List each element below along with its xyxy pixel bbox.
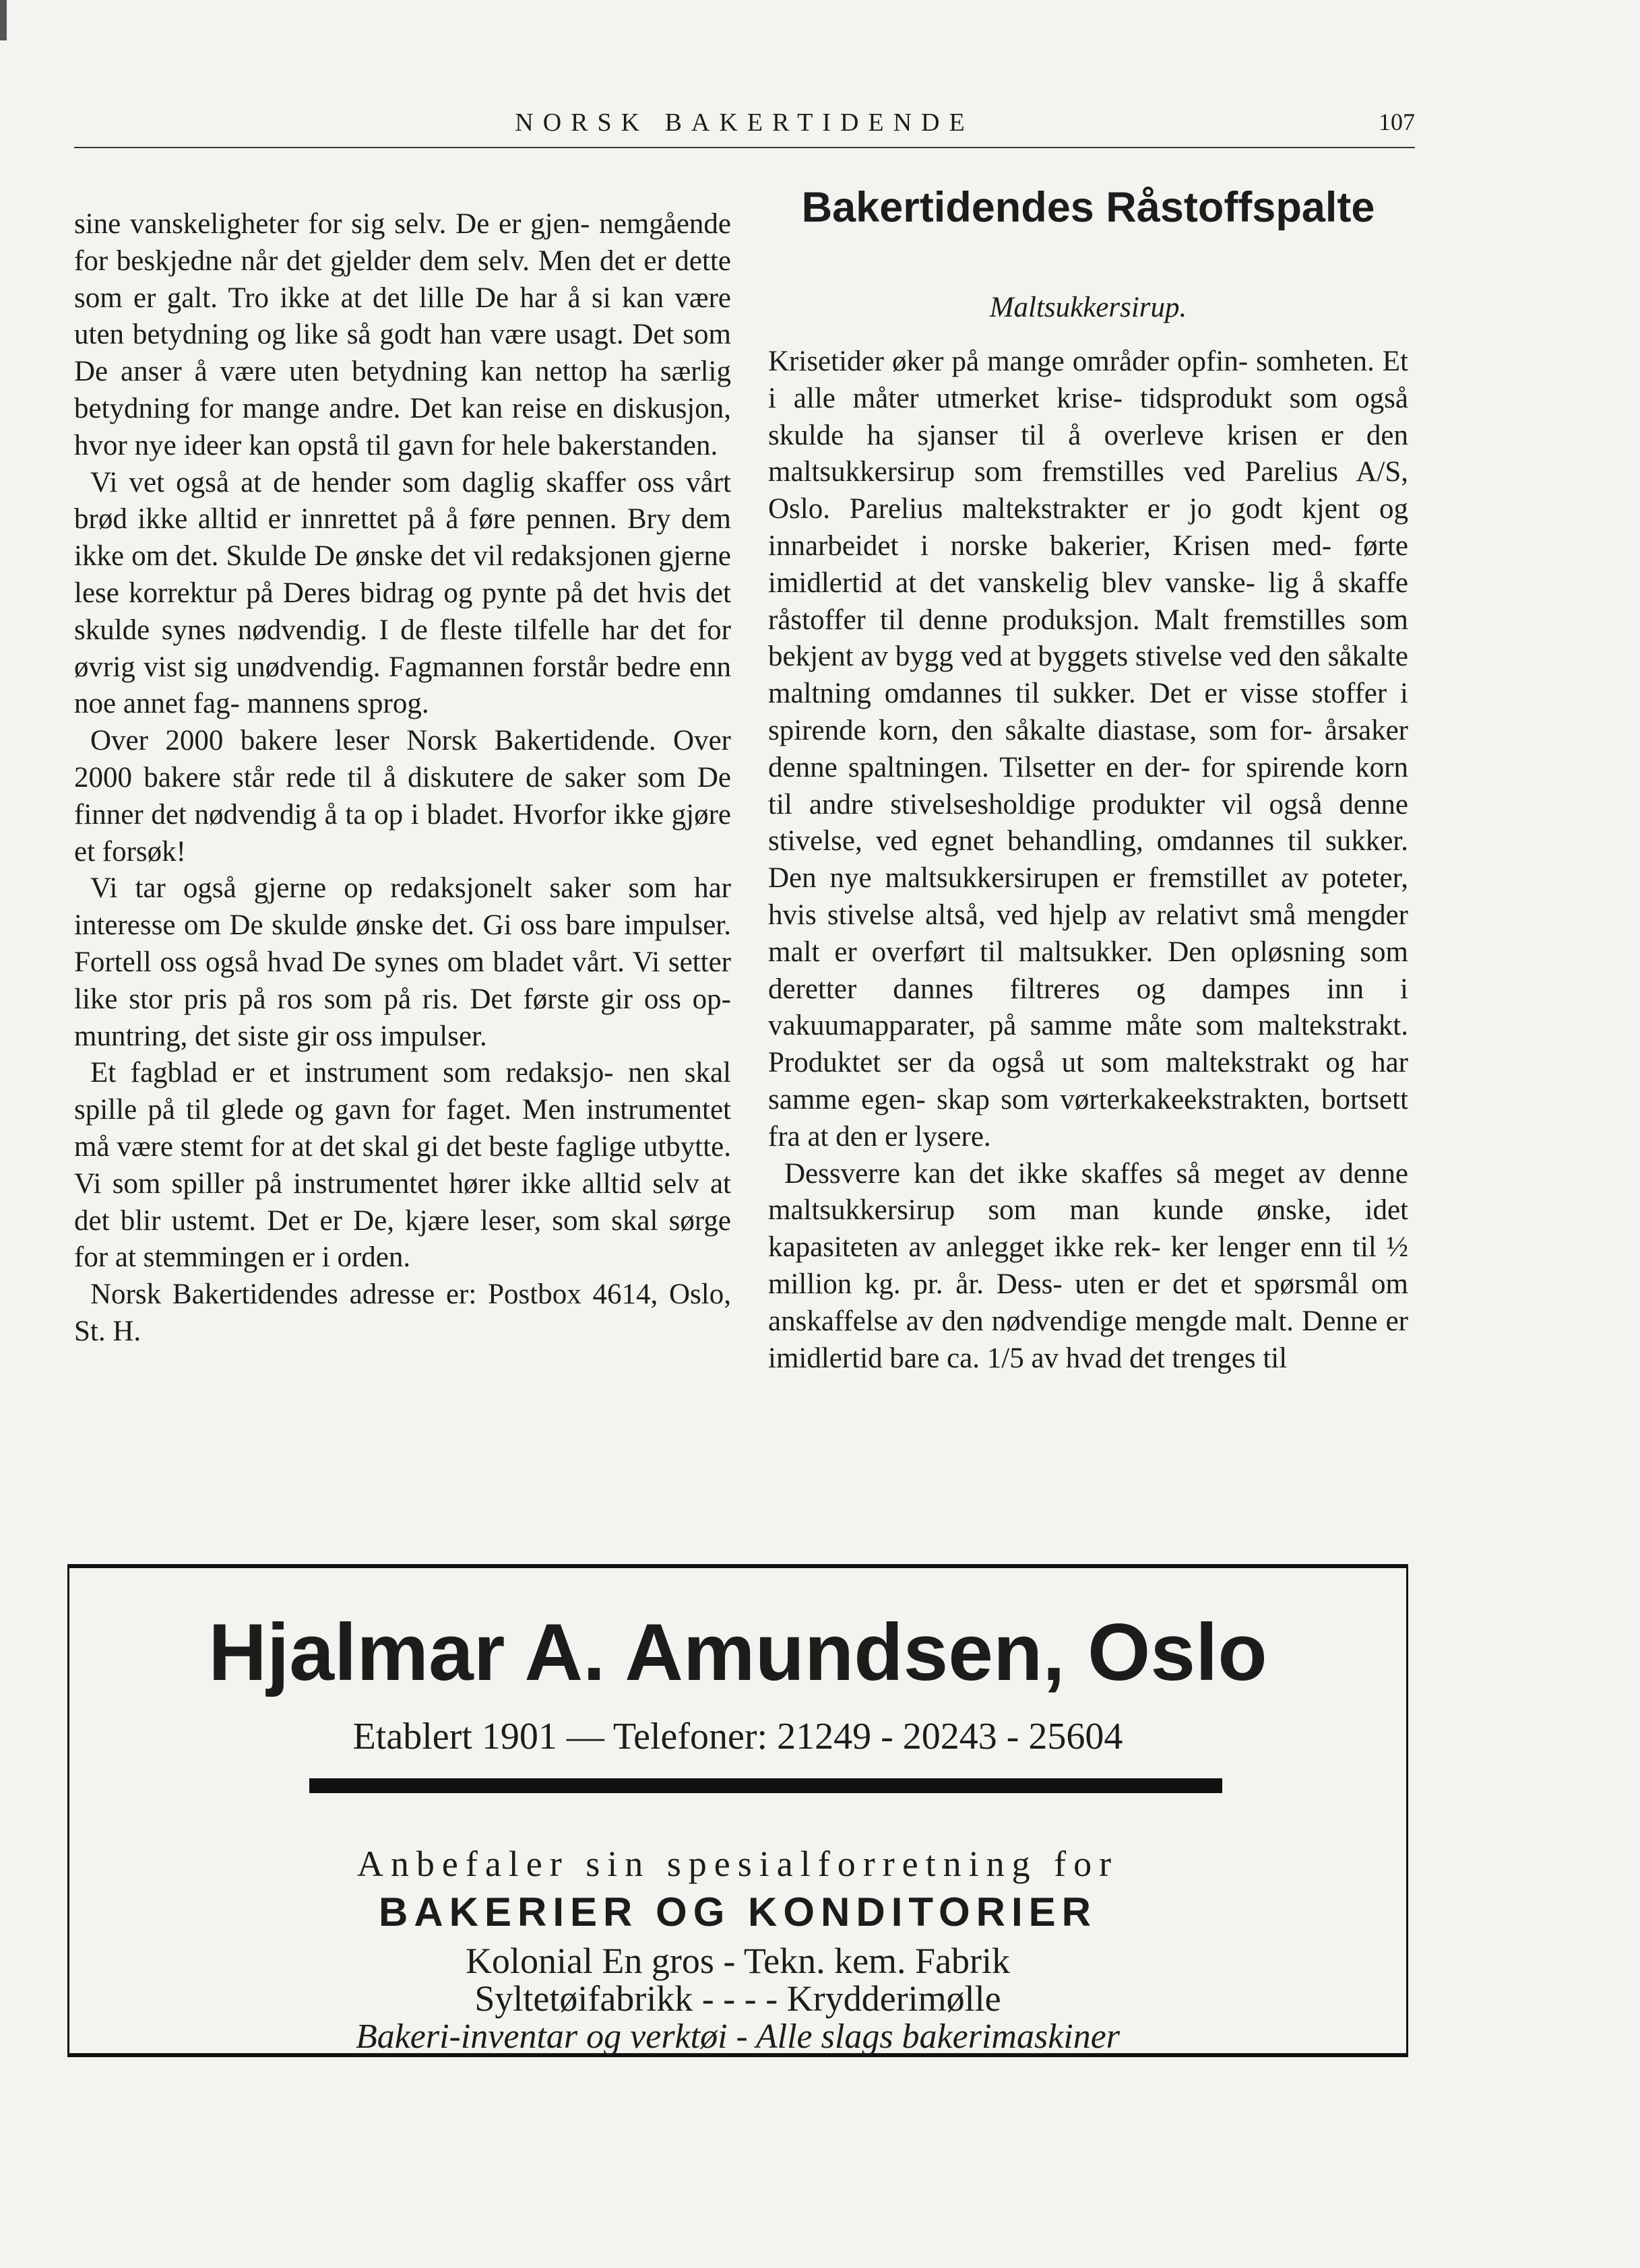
left-paragraph-4: Vi tar også gjerne op redaksjonelt saker som har interesse om De skulde ønske det. Gi oss bare impulser. Fortell oss også hvad De synes om bladet vårt. Vi setter like stor pris på ros som på ris. Det første gir oss op- muntring, det siste gir oss impulser.: [74, 872, 731, 1052]
ad-line-1: Kolonial En gros - Tekn. kem. Fabrik: [465, 1941, 1011, 1981]
page-header: [74, 108, 1415, 148]
scan-edge-mark: [0, 0, 7, 40]
left-paragraph-6: Norsk Bakertidendes adresse er: Postbox 4614, Oslo, St. H.: [74, 1278, 731, 1347]
ad-specialty: BAKERIER OG KONDITORIER: [379, 1889, 1097, 1935]
left-paragraph-1: sine vanskeligheter for sig selv. De er gjen- nemgående for beskjedne når det gjelder dem selv. Men det er dette som er galt. Tro ikke at det lille De har å si kan være uten betydning og like så godt han være usagt. Det som De anser å være uten betydning kan nettop ha særlig betydning for mange andre. Det kan reise en diskusjon, hvor nye ideer kan opstå til gavn for hele bakerstanden.: [74, 208, 731, 461]
ad-company-name: Hjalmar A. Amundsen, Oslo: [208, 1607, 1267, 1697]
ad-divider-bar: [309, 1778, 1222, 1793]
left-column: [74, 206, 731, 1351]
header-rule: [74, 147, 1415, 148]
left-paragraph-5: Et fagblad er et instrument som redaksjo- nen skal spille på til glede og gavn for faget. Men instrumentet må være stemt for at det skal gi det beste faglige utbytte. Vi som spiller på instrumentet hører ikke alltid selv at det blir ustemt. Det er De, kjære leser, som skal sørge for at stemmingen er i orden.: [74, 1057, 731, 1274]
page-number: 107: [1379, 108, 1415, 135]
right-column: [768, 344, 1408, 1377]
left-paragraph-2: Vi vet også at de hender som daglig skaffer oss vårt brød ikke alltid er innrettet på å føre pennen. Bry dem ikke om det. Skulde De ønske det vil redaksjonen gjerne lese korrektur på Deres bidrag og pynte på det hvis det skulde synes nødvendig. I de fleste tilfelle har det for øvrig vist sig unødvendig. Fagmannen forstår bedre enn noe annet fag- mannens sprog.: [74, 466, 731, 720]
column-subheading: Maltsukkersirup.: [989, 292, 1187, 323]
right-paragraph-2: Dessverre kan det ikke skaffes så meget av denne maltsukkersirup som man kunde ønske, idet kapasiteten av anlegget ikke rek- ker lenger enn til ½ million kg. pr. år. Dess- uten er det et spørsmål om anskaffelse av den nødvendige mengde malt. Denne er imidlertid bare ca. 1/5 av hvad det trenges til: [768, 1157, 1408, 1374]
right-paragraph-1: Krisetider øker på mange områder opfin- somheten. Et i alle måter utmerket krise- tidsprodukt som også skulde ha sjanser til å overleve krisen er den maltsukkersirup som fremstilles ved Parelius A/S, Oslo. Parelius maltekstrakter er jo godt kjent og innarbeidet i norske bakerier, Krisen med- førte imidlertid at det vanskelig blev vanske- lig å skaffe råstoffer til denne produksjon. Malt fremstilles som bekjent av bygg ved at byggets stivelse ved den såkalte maltning omdannes til sukker. Det er visse stoffer i spirende korn, den såkalte diastase, som for- årsaker denne spaltningen. Tilsetter en der- for spirende korn til andre stivelsesholdige produkter vil også denne stivelse, ved egnet behandling, omdannes til sukker. Den nye maltsukkersirupen er fremstillet av poteter, hvis stivelse altså, ved hjelp av relativt små mengder malt er overført til maltsukker. Den opløsning som deretter dannes filtreres og dampes inn i vakuumapparater, på samme måte som maltekstrakt. Produktet ser da også ut som maltekstrakt og har samme egen- skap som vørterkakeekstrakten, bortsett fra at den er lysere.: [768, 346, 1408, 1153]
ad-established-phones: Etablert 1901 — Telefoner: 21249 - 20243 - 25604: [352, 1716, 1123, 1757]
left-paragraph-3: Over 2000 bakere leser Norsk Bakertidende. Over 2000 bakere står rede til å diskutere de saker som De finner det nødvendig å ta op i bladet. Hvorfor ikke gjøre et forsøk!: [74, 725, 731, 868]
ad-tagline: Anbefaler sin spesialforretning for: [356, 1844, 1119, 1884]
ad-line-2: Syltetøifabrikk - - - - Krydderimølle: [474, 1978, 1001, 2019]
running-title: NORSK BAKERTIDENDE: [515, 108, 974, 137]
ad-footer: Bakeri-inventar og verktøi - Alle slags bakerimaskiner: [355, 2017, 1121, 2056]
column-heading: Bakertidendes Råstoffspalte: [801, 184, 1375, 231]
advertisement-box: [67, 1564, 1408, 2057]
